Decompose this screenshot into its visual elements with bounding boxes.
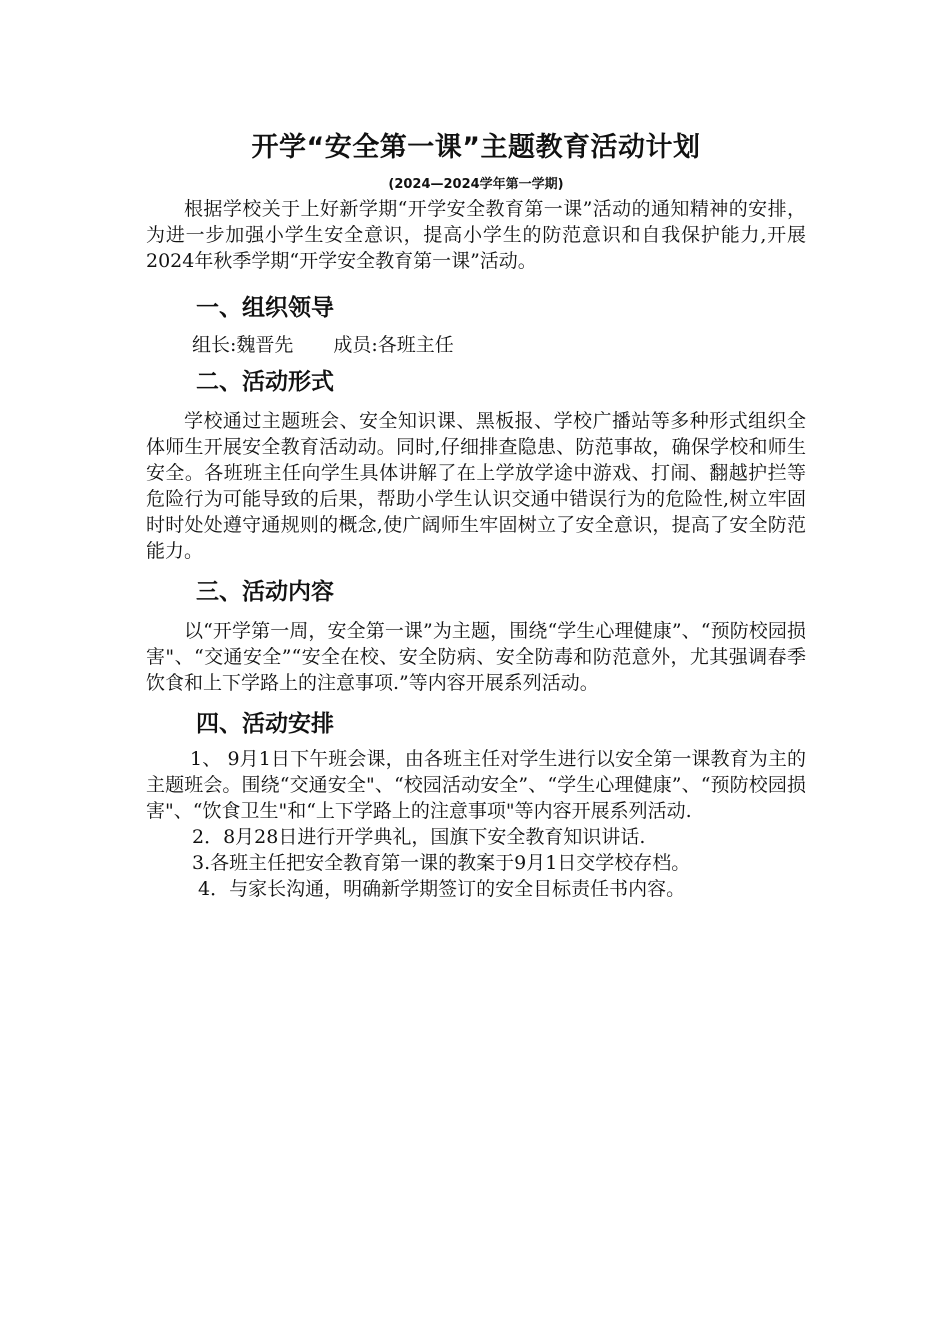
schedule-item: 3.各班主任把安全教育第一课的教案于9月1日交学校存档。 — [192, 852, 691, 874]
document-subtitle: (2024—2024学年第一学期) — [388, 177, 564, 192]
section-heading-organization: 一、组织领导 — [196, 295, 334, 321]
schedule-item: 2．8月28日进行开学典礼，国旗下安全教育知识讲话. — [192, 826, 646, 848]
section-heading-format: 二、活动形式 — [196, 369, 334, 395]
group-leader: 组长:魏晋先 — [192, 334, 294, 356]
section-heading-content: 三、活动内容 — [196, 579, 334, 605]
schedule-item: 1、 9月1日下午班会课，由各班主任对学生进行以安全第一课教育为主的主题班会。围绕“交通安全"、“校园活动安全”、“学生心理健康”、“预防校园损害"、“饮食卫生"和“上下学路上的注意事项"等内容开展系列活动. — [146, 748, 806, 822]
intro-paragraph: 根据学校关于上好新学期“开学安全教育第一课”活动的通知精神的安排，为进一步加强小学生安全意识，提高小学生的防范意识和自我保护能力,开展2024年秋季学期“开学安全教育第一课”活动。 — [146, 198, 806, 272]
document-page — [146, 128, 806, 902]
document-title: 开学“安全第一课”主题教育活动计划 — [251, 132, 701, 163]
schedule-item: 4．与家长沟通，明确新学期签订的安全目标责任书内容。 — [198, 878, 686, 900]
organization-line — [146, 332, 806, 358]
format-paragraph: 学校通过主题班会、安全知识课、黑板报、学校广播站等多种形式组织全体师生开展安全教育活动动。同时,仔细排查隐患、防范事故，确保学校和师生安全。各班班主任向学生具体讲解了在上学放学途中游戏、打闹、翻越护拦等危险行为可能导致的后果，帮助小学生认识交通中错误行为的危险性,树立牢固时时处处遵守通规则的概念,使广阔师生牢固树立了安全意识，提高了安全防范能力。 — [146, 410, 806, 562]
section-heading-schedule: 四、活动安排 — [196, 711, 334, 737]
group-members: 成员:各班主任 — [333, 334, 454, 356]
content-paragraph: 以“开学第一周，安全第一课”为主题，围绕“学生心理健康”、“预防校园损害"、“交通安全”“安全在校、安全防病、安全防毒和防范意外，尤其强调春季饮食和上下学路上的注意事项.”等内容开展系列活动。 — [146, 620, 806, 694]
